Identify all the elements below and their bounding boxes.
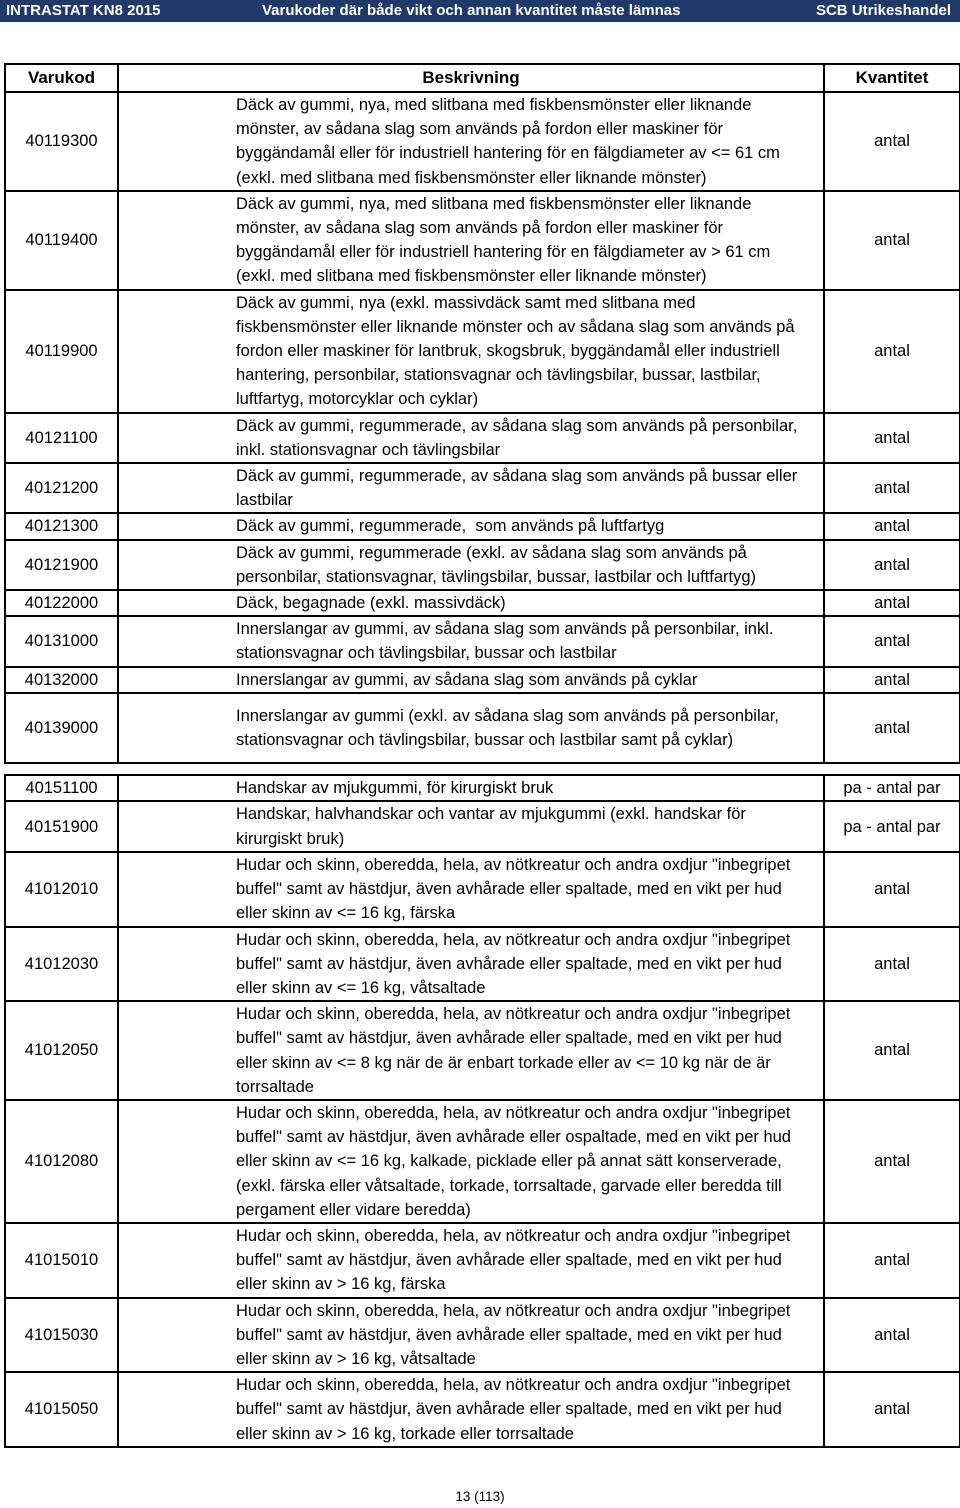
table-row xyxy=(5,413,960,463)
cell-code: 40119300 xyxy=(5,92,118,191)
description-line: Däck av gummi, nya, med slitbana med fiskbensmönster eller liknande xyxy=(236,96,752,114)
table-row xyxy=(5,463,960,513)
description-line: buffel" samt av hästdjur, även avhårade eller ospaltade, med en vikt per hud xyxy=(236,1128,791,1147)
cell-quantity: antal xyxy=(824,667,960,693)
description-line: Hudar och skinn, oberedda, hela, av nötkreatur och andra oxdjur "inbegripet xyxy=(236,855,791,874)
description-line: Innerslangar av gummi, av sådana slag som används på personbilar, inkl. xyxy=(236,620,774,639)
cell-quantity: antal xyxy=(824,1298,960,1373)
description-line: eller skinn av > 16 kg, färska xyxy=(236,1275,446,1294)
cell-description xyxy=(118,667,824,693)
table-row xyxy=(5,693,960,763)
table-header-row xyxy=(5,64,960,92)
description-line: buffel" samt av hästdjur, även avhårade eller spaltade, med en vikt per hud xyxy=(236,880,782,899)
description-line: fiskbensmönster eller liknande mönster och av sådana slag som används på xyxy=(236,317,795,336)
description-line: luftfartyg, motorcyklar och cyklar) xyxy=(236,390,479,409)
description-line: Hudar och skinn, oberedda, hela, av nötkreatur och andra oxdjur "inbegripet xyxy=(236,1103,791,1122)
cell-quantity: antal xyxy=(824,590,960,616)
cell-code: 40151900 xyxy=(5,801,118,851)
cell-description xyxy=(118,290,824,413)
description-line: hantering, personbilar, stationsvagnar och tävlingsbilar, bussar, lastbilar, xyxy=(236,366,761,385)
description-line: Hudar och skinn, oberedda, hela, av nötkreatur och andra oxdjur "inbegripet xyxy=(236,930,791,949)
table-row xyxy=(5,1100,960,1223)
cell-quantity: antal xyxy=(824,191,960,290)
cell-code: 40139000 xyxy=(5,693,118,763)
table-gap-row xyxy=(5,763,960,775)
header-left-title: INTRASTAT KN8 2015 xyxy=(6,2,161,19)
cell-description xyxy=(118,1100,824,1223)
description-line: Däck av gummi, regummerade, av sådana slag som används på personbilar, xyxy=(236,416,798,435)
cell-description xyxy=(118,1372,824,1447)
cell-code: 41012010 xyxy=(5,852,118,927)
description-line: (exkl. färska eller våtsaltade, torkade, torrsaltade, garvade eller beredda till xyxy=(236,1176,782,1195)
description-line: stationsvagnar och tävlingsbilar, bussar och lastbilar xyxy=(236,644,617,663)
cell-code: 41015050 xyxy=(5,1372,118,1447)
cell-code: 41012050 xyxy=(5,1001,118,1100)
cell-description xyxy=(118,513,824,539)
description-line: Däck av gummi, regummerade (exkl. av sådana slag som används på xyxy=(236,543,747,562)
description-line: eller skinn av <= 8 kg när de är enbart torkade eller av <= 10 kg när de är xyxy=(236,1053,771,1072)
description-line: byggändamål eller för industriell hantering för en fälgdiameter av <= 61 cm xyxy=(236,144,780,163)
description-line: buffel" samt av hästdjur, även avhårade eller spaltade, med en vikt per hud xyxy=(236,1325,782,1344)
description-line: Handskar, halvhandskar och vantar av mjukgummi (exkl. handskar för xyxy=(236,805,746,824)
cell-quantity: antal xyxy=(824,540,960,590)
description-line: torrsaltade xyxy=(236,1077,314,1096)
cell-description xyxy=(118,693,824,763)
cell-quantity: antal xyxy=(824,290,960,413)
description-line: Innerslangar av gummi, av sådana slag som används på cyklar xyxy=(236,670,698,689)
cell-quantity: antal xyxy=(824,413,960,463)
cell-description xyxy=(118,191,824,290)
table-row xyxy=(5,513,960,539)
cell-code: 40132000 xyxy=(5,667,118,693)
cell-code: 40119900 xyxy=(5,290,118,413)
cell-code: 40119400 xyxy=(5,191,118,290)
description-line: mönster, av sådana slag som används på fordon eller maskiner för xyxy=(236,120,724,139)
header-right-title: SCB Utrikeshandel xyxy=(815,2,951,19)
table-row xyxy=(5,1298,960,1373)
document-header xyxy=(0,0,960,22)
column-header-quantity: Kvantitet xyxy=(824,64,960,92)
cell-description xyxy=(118,413,824,463)
cell-quantity: antal xyxy=(824,1001,960,1100)
description-line: pergament eller vidare beredda) xyxy=(236,1200,471,1219)
cell-code: 40131000 xyxy=(5,616,118,666)
description-line: byggändamål eller för industriell hantering för en fälgdiameter av > 61 cm xyxy=(236,243,771,262)
page-number: 13 (113) xyxy=(455,1489,505,1504)
table-row xyxy=(5,616,960,666)
cell-description xyxy=(118,1298,824,1373)
table-row xyxy=(5,927,960,1002)
cell-quantity: antal xyxy=(824,693,960,763)
cell-code: 40121200 xyxy=(5,463,118,513)
description-line: buffel" samt av hästdjur, även avhårade eller spaltade, med en vikt per hud xyxy=(236,1029,782,1048)
cell-code: 41012030 xyxy=(5,927,118,1002)
table-row xyxy=(5,590,960,616)
description-line: eller skinn av > 16 kg, torkade eller torrsaltade xyxy=(236,1424,574,1443)
description-line: Däck av gummi, regummerade, som används på luftfartyg xyxy=(236,517,665,536)
description-line: Däck av gummi, regummerade, av sådana slag som används på bussar eller xyxy=(236,467,798,486)
description-line: Hudar och skinn, oberedda, hela, av nötkreatur och andra oxdjur "inbegripet xyxy=(236,1226,791,1245)
description-line: (exkl. med slitbana med fiskbensmönster eller liknande mönster) xyxy=(236,168,707,187)
cell-quantity: antal xyxy=(824,852,960,927)
cell-quantity: antal xyxy=(824,1372,960,1447)
description-line: Hudar och skinn, oberedda, hela, av nötkreatur och andra oxdjur "inbegripet xyxy=(236,1301,791,1320)
description-line: eller skinn av > 16 kg, våtsaltade xyxy=(236,1349,476,1368)
cell-description xyxy=(118,1001,824,1100)
table-row xyxy=(5,540,960,590)
table-row xyxy=(5,191,960,290)
cell-quantity: pa - antal par xyxy=(824,775,960,801)
cell-code: 40121100 xyxy=(5,413,118,463)
table-row xyxy=(5,1001,960,1100)
cell-quantity: antal xyxy=(824,513,960,539)
header-center-title: Varukoder där både vikt och annan kvantitet måste lämnas xyxy=(262,2,681,19)
cell-description xyxy=(118,852,824,927)
cell-description xyxy=(118,92,824,191)
description-line: Däck av gummi, nya, med slitbana med fiskbensmönster eller liknande xyxy=(236,194,752,213)
cell-quantity: antal xyxy=(824,1223,960,1298)
commodity-code-table xyxy=(4,63,960,1448)
cell-description xyxy=(118,616,824,666)
description-line: Handskar av mjukgummi, för kirurgiskt bruk xyxy=(236,779,554,798)
table-row xyxy=(5,852,960,927)
description-line: stationsvagnar och tävlingsbilar, bussar och lastbilar samt på cyklar) xyxy=(236,731,734,750)
cell-quantity: antal xyxy=(824,1100,960,1223)
cell-code: 40151100 xyxy=(5,775,118,801)
cell-description xyxy=(118,801,824,851)
table-body xyxy=(5,92,960,1447)
description-line: eller skinn av <= 16 kg, kalkade, picklade eller på annat sätt konserverade, xyxy=(236,1152,782,1171)
description-line: inkl. stationsvagnar och tävlingsbilar xyxy=(236,440,501,459)
table-row xyxy=(5,667,960,693)
cell-description xyxy=(118,463,824,513)
description-line: Hudar och skinn, oberedda, hela, av nötkreatur och andra oxdjur "inbegripet xyxy=(236,1376,791,1395)
description-line: buffel" samt av hästdjur, även avhårade eller spaltade, med en vikt per hud xyxy=(236,1251,782,1270)
description-line: Innerslangar av gummi (exkl. av sådana slag som används på personbilar, xyxy=(236,706,779,725)
cell-description xyxy=(118,775,824,801)
table-row xyxy=(5,92,960,191)
description-line: mönster, av sådana slag som används på fordon eller maskiner för xyxy=(236,219,724,238)
cell-description xyxy=(118,590,824,616)
cell-code: 40121300 xyxy=(5,513,118,539)
table-row xyxy=(5,801,960,851)
cell-code: 41012080 xyxy=(5,1100,118,1223)
description-line: Däck av gummi, nya (exkl. massivdäck samt med slitbana med xyxy=(236,293,696,312)
cell-code: 41015010 xyxy=(5,1223,118,1298)
column-header-description: Beskrivning xyxy=(118,64,824,92)
description-line: eller skinn av <= 16 kg, färska xyxy=(236,904,456,923)
table-row xyxy=(5,1372,960,1447)
description-line: eller skinn av <= 16 kg, våtsaltade xyxy=(236,978,486,997)
description-line: lastbilar xyxy=(236,491,293,510)
table-row xyxy=(5,290,960,413)
description-line: buffel" samt av hästdjur, även avhårade eller spaltade, med en vikt per hud xyxy=(236,954,782,973)
description-line: fordon eller maskiner för lantbruk, skogsbruk, byggändamål eller industriell xyxy=(236,342,780,361)
cell-description xyxy=(118,927,824,1002)
cell-code: 41015030 xyxy=(5,1298,118,1373)
cell-description xyxy=(118,540,824,590)
table-row xyxy=(5,775,960,801)
cell-code: 40121900 xyxy=(5,540,118,590)
table-row xyxy=(5,1223,960,1298)
description-line: buffel" samt av hästdjur, även avhårade eller spaltade, med en vikt per hud xyxy=(236,1400,782,1419)
description-line: Däck, begagnade (exkl. massivdäck) xyxy=(236,594,506,613)
column-header-code: Varukod xyxy=(5,64,118,92)
cell-description xyxy=(118,1223,824,1298)
description-line: Hudar och skinn, oberedda, hela, av nötkreatur och andra oxdjur "inbegripet xyxy=(236,1005,791,1024)
cell-quantity: antal xyxy=(824,463,960,513)
cell-quantity: pa - antal par xyxy=(824,801,960,851)
cell-quantity: antal xyxy=(824,92,960,191)
description-line: kirurgiskt bruk) xyxy=(236,829,345,848)
cell-quantity: antal xyxy=(824,616,960,666)
description-line: personbilar, stationsvagnar, tävlingsbilar, bussar, lastbilar och luftfartyg) xyxy=(236,567,757,586)
cell-quantity: antal xyxy=(824,927,960,1002)
cell-code: 40122000 xyxy=(5,590,118,616)
description-line: (exkl. med slitbana med fiskbensmönster eller liknande mönster) xyxy=(236,267,707,286)
